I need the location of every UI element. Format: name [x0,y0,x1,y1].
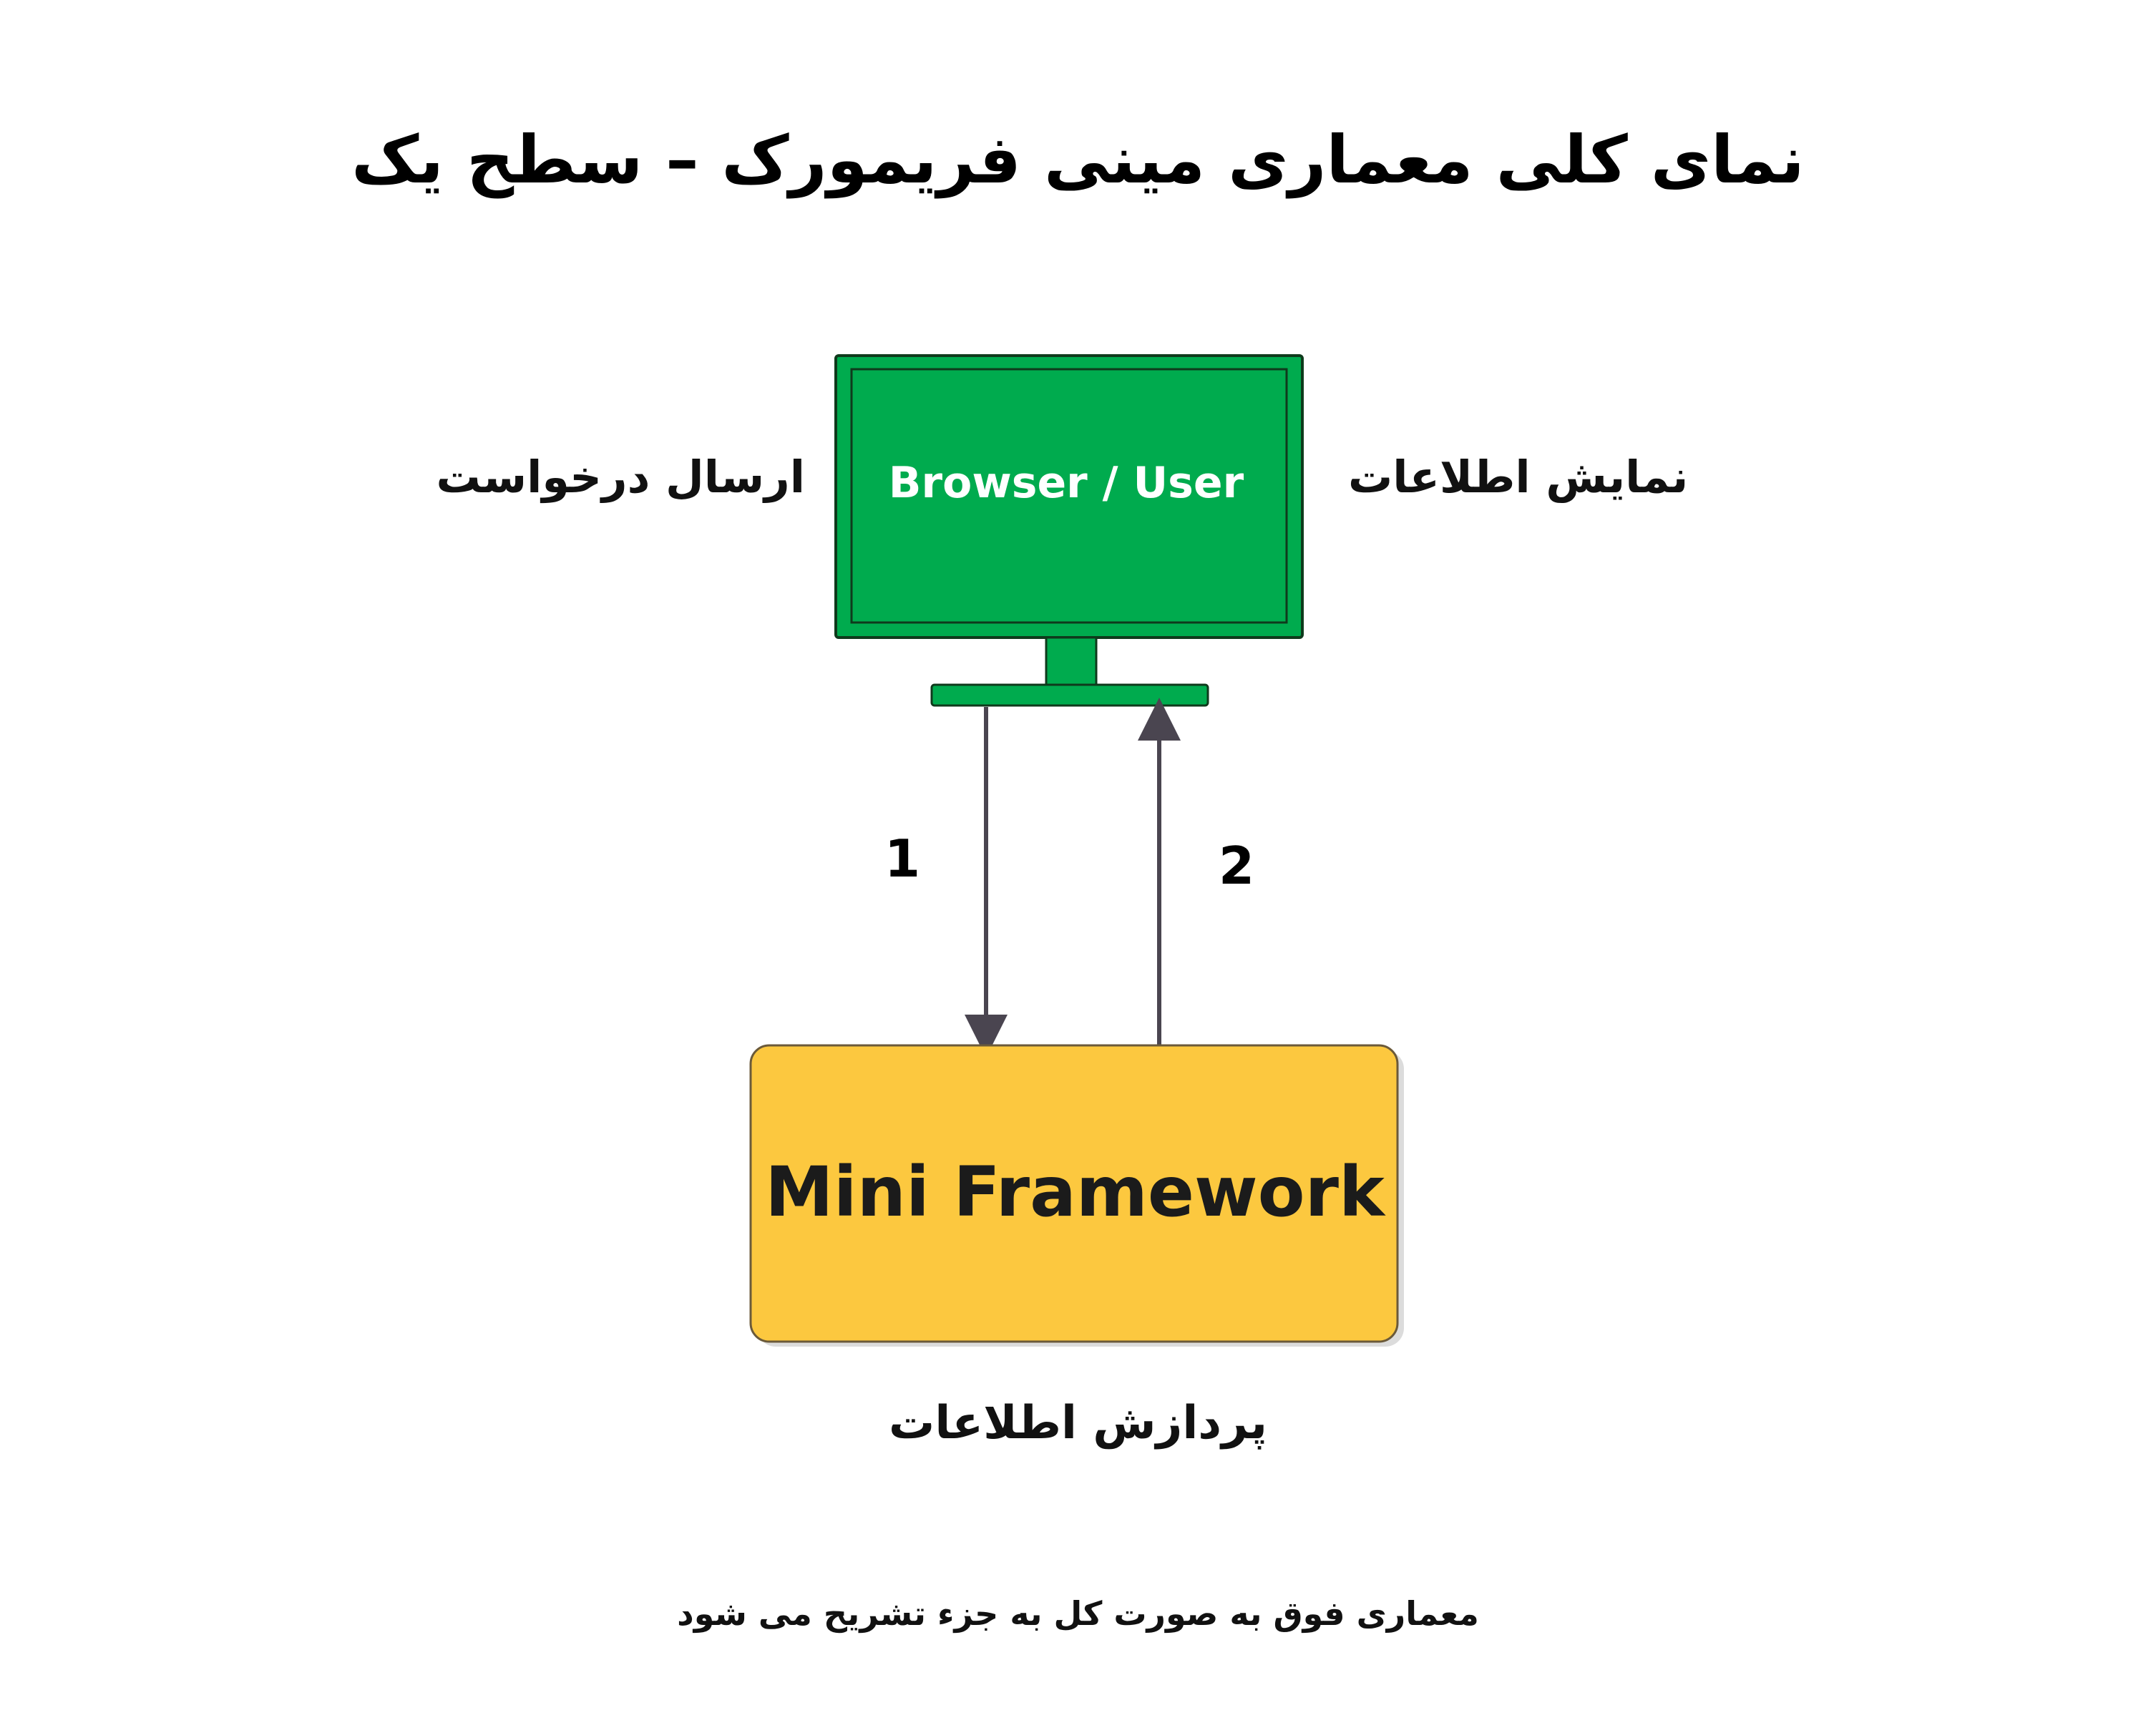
footer-note: معماری فوق به صورت کل به جزء تشریح می شود [677,1594,1479,1633]
step-1-label: 1 [884,829,921,889]
send-request-label: ارسال درخواست [436,451,805,503]
monitor-icon [836,356,1302,706]
monitor-neck [1046,638,1096,685]
display-info-label: نمایش اطلاعات [1348,451,1689,503]
step-2-label: 2 [1219,836,1255,896]
process-info-label: پردازش اطلاعات [889,1397,1267,1450]
monitor-stand [932,685,1208,706]
browser-user-label: Browser / User [888,458,1244,508]
mini-framework-label: Mini Framework [765,1152,1385,1232]
diagram-title: نمای کلی معماری مینی فریمورک – سطح یک [351,122,1805,198]
